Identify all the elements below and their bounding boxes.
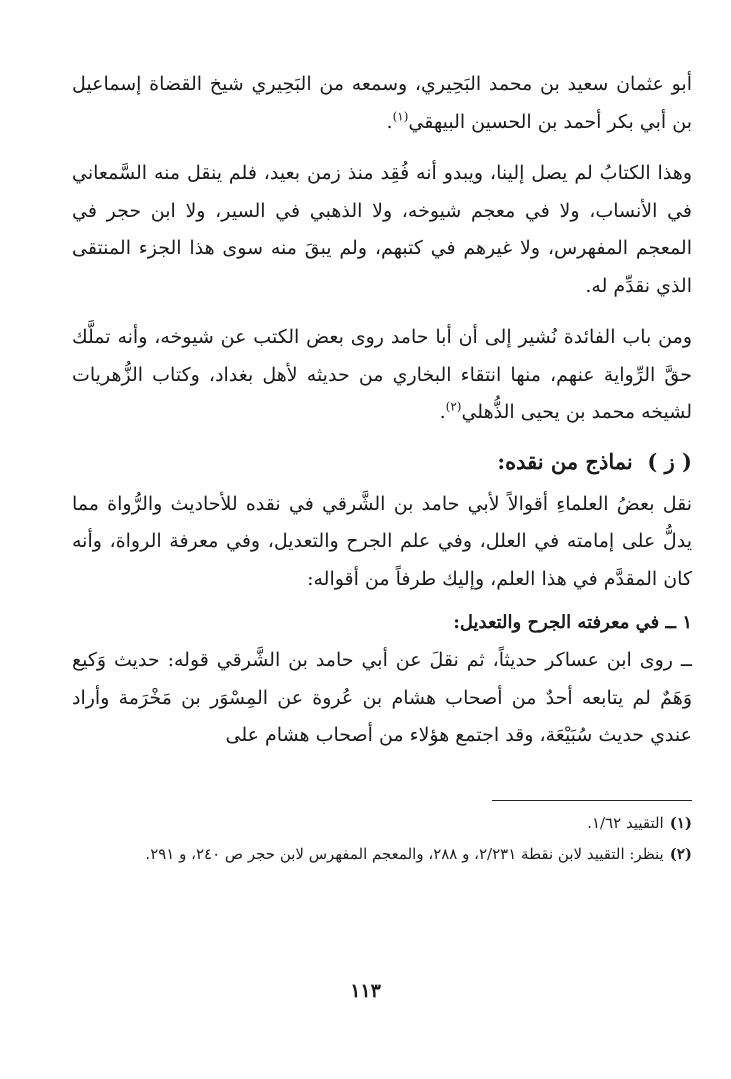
page-number: ١١٣ [350, 980, 381, 1002]
paragraph-5: ــ روى ابن عساكر حديثاً، ثم نقلَ عن أبي حامد بن الشَّرقي قوله: حديث وَكيع وَهَمٌ لم يتابعه أحدٌ من أصحاب هشام بن عُروة عن المِسْوَر بن مَخْرَمة وأراد عندي حديث سُبَيْعَة، وقد اجتمع هؤلاء من أصحاب هشام على [72, 649, 692, 746]
footnote-2-text: ينظر: التقييد لابن نقطة ٢/٢٣١، و ٢٨٨، والمعجم المفهرس لابن حجر ص ٢٤٠، و ٢٩١. [145, 845, 664, 863]
subsection-heading: ١ ــ في معرفته الجرح والتعديل: [453, 612, 692, 633]
paragraph-3-text: ومن باب الفائدة نُشير إلى أن أبا حامد روى بعض الكتب عن شيوخه، وأنه تملَّك حقَّ الرِّواية عنهم، منها انتقاء البخاري من حديثه لأهل بغداد، وكتاب الزُّهريات لشيخه محمد بن يحيى الذُّهلي [72, 326, 692, 423]
footnote-ref-1[interactable]: (١) [392, 109, 409, 124]
section-letter: ( ز ) [647, 448, 692, 474]
section-title: نماذج من نقده: [497, 448, 633, 474]
footnote-area [72, 0, 692, 1079]
footnote-1-number: (١) [669, 814, 692, 832]
footnotes [72, 808, 692, 870]
footnote-ref-2[interactable]: (٢) [445, 399, 462, 414]
footnote-2-number: (٢) [669, 845, 692, 863]
paragraph-1-end: . [386, 110, 393, 133]
paragraph-4: نقل بعضُ العلماءِ أقوالاً لأبي حامد بن الشَّرقي في نقده للأحاديث والرُّواة مما يدلُّ على إمامته في العلل، وفي علم الجرح والتعديل، وفي معرفة الرواة، وأنه كان المقدَّم في هذا العلم، وإليك طرفاً من أقواله: [72, 492, 692, 590]
paragraph-1-text: أبو عثمان سعيد بن محمد البَحِيري، وسمعه من البَحِيري شيخ القضاة إسماعيل بن أبي بكر أحمد بن الحسين البيهقي [72, 73, 692, 133]
paragraph-3-end: . [439, 401, 446, 423]
footnote-1 [72, 808, 692, 839]
footnote-2 [72, 839, 692, 870]
footnote-1-text: التقييد ١/٦٢. [587, 814, 664, 832]
paragraph-2: وهذا الكتابُ لم يصل إلينا، ويبدو أنه فُقِد منذ زمن بعيد، فلم ينقل منه السَّمعاني في الأنساب، ولا في معجم شيوخه، ولا الذهبي في السير، ولا ابن حجر في المعجم المفهرس، ولا غيرهم في كتبهم، ولم يبقَ منه سوى هذا الجزء المنتقى الذي نقدِّم له. [72, 162, 692, 297]
footnote-divider [492, 800, 692, 801]
